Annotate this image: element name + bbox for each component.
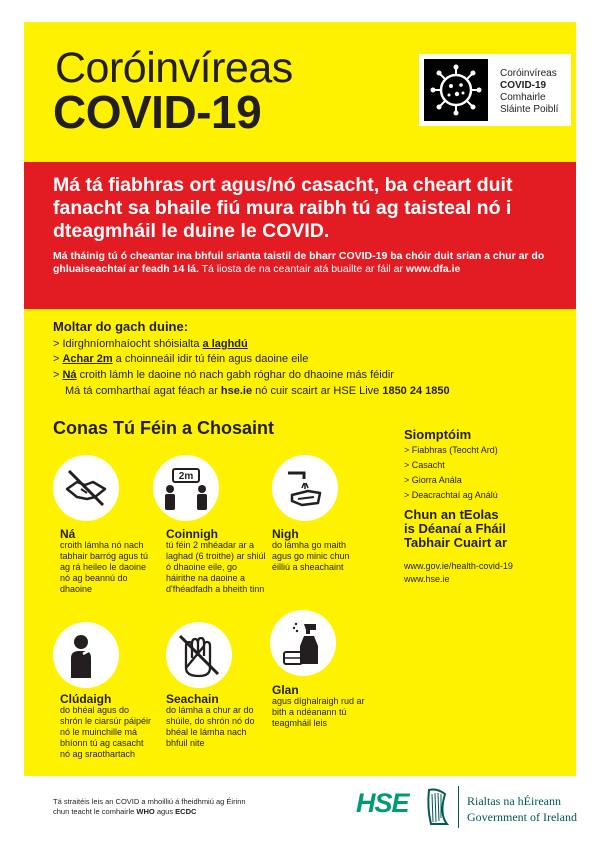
info-line: is Déanaí a Fháil: [404, 521, 506, 536]
logo-line1: Coróinvíreas: [500, 68, 557, 79]
symptom-item: > Fiabhras (Teocht Ard): [404, 445, 498, 455]
logo-line3: Comhairle: [500, 92, 546, 103]
recommend-item: [53, 352, 308, 366]
symptom-item: > Deacrachtaí ag Análú: [404, 490, 498, 500]
symptom-item: > Giorra Anála: [404, 475, 462, 485]
tip-body: do lámha a chur ar do shúile, do shrón nó do bhéal le lámha nach bhfuil nite: [166, 705, 255, 748]
recommend-emphasis: a laghdú: [202, 338, 248, 350]
alert-body-normal: Tá liosta de na ceantair atá buailte ar fáil ar: [198, 263, 406, 275]
alert-body: [53, 250, 553, 276]
gov-logo-line1: Rialtas na hÉireann: [467, 794, 561, 808]
alert-headline: Má tá fiabhras ort agus/nó casacht, ba cheart duit fanacht sa bhaile fiú mura raibh tú ag taisteal nó i dteagmháil le duine le COVID.: [53, 174, 513, 242]
bullet: >: [53, 338, 63, 350]
tip-body: croith lámha nó nach tabhair barróg agus tú ag rá heileo le daoine nó ag beannú do dhaoine: [60, 540, 149, 594]
gov-health-link[interactable]: www.gov.ie/health-covid-19: [404, 561, 513, 571]
tip-body: tú féin 2 mhéadar ar a laghad (6 troithe) ar shiúl ó dhaoine eile, go háirithe na daoine a d'fhéadfadh a bheith tinn: [166, 540, 266, 594]
wash-hands-icon: [272, 455, 338, 521]
hse-live-phone: 1850 24 1850: [382, 385, 450, 397]
symptom-item: > Casacht: [404, 460, 445, 470]
protect-title: Conas Tú Féin a Chosaint: [53, 418, 275, 438]
contact-text: nó cuir scairt ar HSE Live: [252, 385, 383, 397]
footer-note: [53, 797, 253, 817]
recommend-item: [53, 337, 248, 351]
tip-title: Seachain: [166, 692, 219, 706]
info-line: Chun an tEolas: [404, 507, 499, 522]
recommend-contact: [65, 384, 450, 398]
dfa-link[interactable]: www.dfa.ie: [405, 263, 461, 275]
distance-icon: [153, 455, 219, 521]
footer-text: agus: [154, 807, 176, 816]
recommend-emphasis: Ná: [62, 369, 77, 381]
no-touch-face-icon: [166, 622, 232, 688]
title-line2: COVID-19: [53, 86, 262, 138]
recommend-text: a choinneáil idir tú féin agus daoine eile: [112, 353, 309, 365]
tip-title: Glan: [272, 683, 299, 697]
bullet: >: [53, 369, 63, 381]
cough-elbow-icon: [53, 622, 119, 688]
hse-link[interactable]: www.hse.ie: [404, 574, 450, 584]
alert-body-bold: Má tháinig tú ó cheantar ina bhfuil srianta taistil de bharr COVID-19 ba chóir duit srian a chur ar do ghluaiseachtaí ar feadh 14 lá.: [53, 250, 545, 275]
harp-icon: [423, 784, 453, 830]
distance-badge: 2m: [178, 471, 194, 482]
cleaning-spray-icon: [270, 610, 336, 676]
ecdc-label: ECDC: [175, 807, 197, 816]
recommend-title: Moltar do gach duine:: [53, 319, 189, 334]
gov-logo-line2: Government of Ireland: [467, 810, 577, 824]
no-handshake-icon: [53, 455, 119, 521]
title-line1: Coróinvíreas: [55, 44, 293, 92]
symptoms-title: Siomptóim: [404, 427, 472, 442]
recommend-text: Idirghníomhaíocht shóisialta: [62, 338, 203, 350]
recommend-text: croith lámh le daoine nó nach gabh róghar do dhaoine más féidir: [76, 369, 394, 381]
info-line: Tabhair Cuairt ar: [404, 535, 508, 550]
tip-body: agus díghalraigh rud ar bith a ndéanann tú teagmháil leis: [272, 696, 365, 728]
tip-title: Ná: [60, 527, 76, 541]
info-title: [404, 508, 574, 550]
bullet: >: [53, 353, 63, 365]
tip-title: Nigh: [272, 527, 299, 541]
logo-line2: COVID-19: [500, 80, 547, 91]
who-label: WHO: [136, 807, 155, 816]
tip-body: do bhéal agus do shrón le ciarsúr páipéir nó le muinchille má bhíonn tú ag casacht nó ag sraothartach: [60, 705, 152, 759]
recommend-item: [53, 368, 394, 382]
hse-logo: HSE: [356, 788, 409, 818]
gov-divider: [458, 786, 459, 828]
tip-title: Clúdaigh: [60, 692, 112, 706]
footer-text: Tá straitéis leis an COVID a mhoilliú á fheidhmiú ag Éirinn chun teacht le comhairle: [53, 797, 246, 816]
contact-text: Má tá comharthaí agat féach ar: [65, 385, 221, 397]
virus-icon: [424, 59, 488, 121]
tip-title: Coinnigh: [166, 527, 218, 541]
recommend-emphasis: Achar 2m: [62, 353, 113, 365]
logo-line4: Sláinte Poiblí: [500, 104, 559, 115]
tip-body: do lámha go maith agus go minic chun éilliú a sheachaint: [272, 540, 350, 572]
hse-site-link[interactable]: hse.ie: [220, 385, 253, 397]
